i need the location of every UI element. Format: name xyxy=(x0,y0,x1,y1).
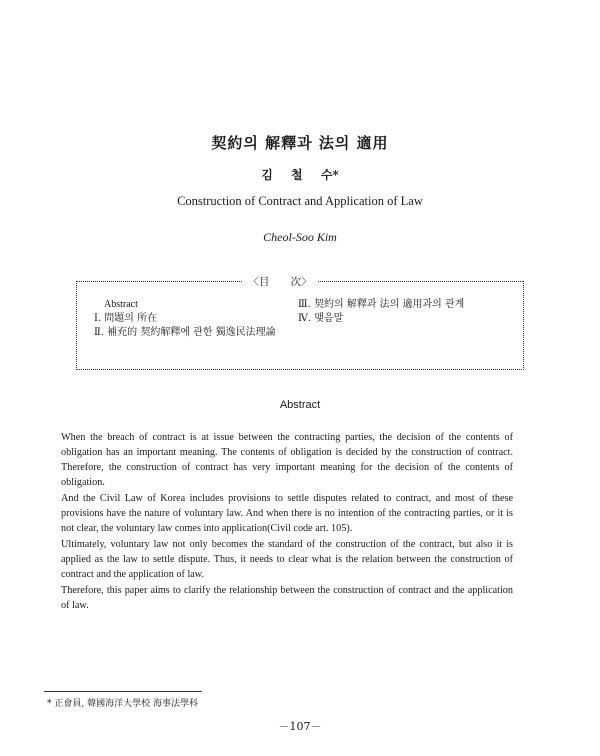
author-name-english: Cheol-Soo Kim xyxy=(263,230,337,244)
paper-title: 契約의 解釋과 法의 適用 xyxy=(211,134,389,152)
toc-item: Ⅲ. 契約의 解釋과 法의 適用과의 관계 xyxy=(298,299,465,310)
toc-item: Ⅰ. 問題의 所在 xyxy=(94,313,158,324)
page-number: －107－ xyxy=(278,720,322,733)
footnote: * 正會員, 韓國海洋大學校 海事法學科 xyxy=(47,699,198,709)
abstract-paragraph: When the breach of contract is at issue between the contracting parties, the decision of the contents of obligation has an important meaning. The contents of obligation is decided by the construction of contract. Therefore, the construction of contract has very important meaning for the decision of the contents of obligation. xyxy=(61,432,513,488)
toc-item: Abstract xyxy=(104,299,138,310)
toc-right-column xyxy=(298,298,464,326)
abstract-heading: Abstract xyxy=(279,399,321,411)
abstract-paragraph: And the Civil Law of Korea includes provisions to settle disputes related to contract, and most of these provisions have the nature of voluntary law. And when there is no intention of the contracting parties, or it is not clear, the voluntary law comes into application(Civil code art. 105). xyxy=(61,493,513,534)
toc-heading: 〈目 次〉 xyxy=(242,274,318,289)
abstract-body xyxy=(61,430,513,614)
abstract-paragraph: Therefore, this paper aims to clarify the relationship between the construction of contract and the application of law. xyxy=(61,585,513,611)
footnote-rule xyxy=(44,691,202,692)
paper-title-english: Construction of Contract and Application of Law xyxy=(177,194,423,208)
toc-left-column xyxy=(94,298,276,340)
toc-item: Ⅱ. 補充的 契約解釋에 관한 獨逸民法理論 xyxy=(94,327,276,338)
abstract-paragraph: Ultimately, voluntary law not only becomes the standard of the construction of the contract, but also it is applied as the law to settle dispute. Thus, it needs to clear what is the relation between the construction of contract and the application of law. xyxy=(61,539,513,580)
author-name-korean: 김 철 수* xyxy=(261,168,339,182)
toc-item: Ⅳ. 맺음말 xyxy=(298,313,344,324)
